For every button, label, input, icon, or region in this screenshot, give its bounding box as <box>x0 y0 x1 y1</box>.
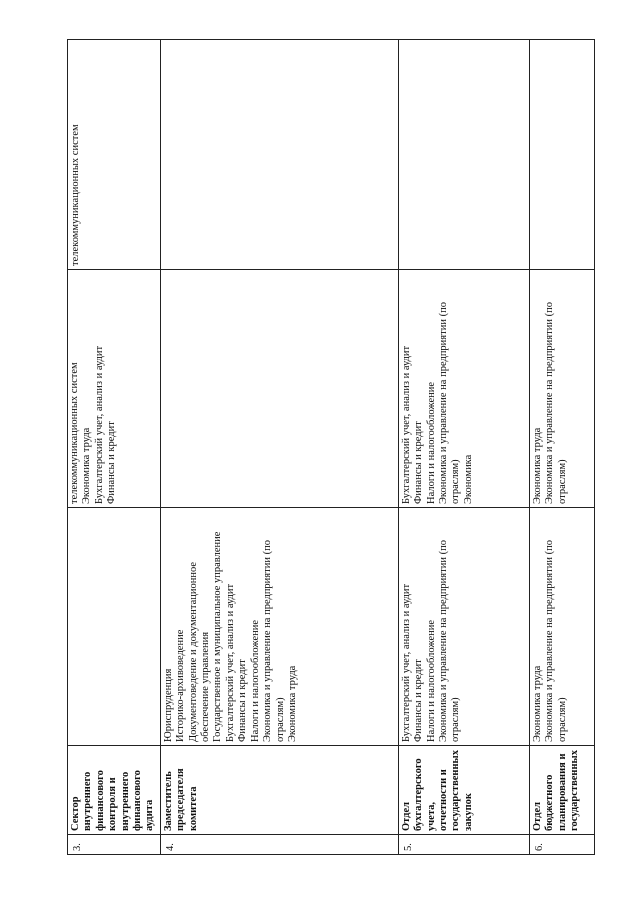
table-row <box>68 40 161 855</box>
specialty-line: Налоги и налогообложение <box>425 619 437 742</box>
specialty-line: Финансы и кредит <box>106 421 118 504</box>
specialty-line: Экономика труда <box>286 665 298 742</box>
specialties-cell <box>68 508 161 746</box>
specialties-cell <box>160 508 398 746</box>
specialties-cell <box>160 40 398 270</box>
specialty-line: Экономика и управление на предприятии (по отраслям) <box>544 540 568 742</box>
department-name: Отдел бухгалтерского учета, отчетности и государственных закупок <box>398 746 529 835</box>
specialties-table <box>67 39 595 855</box>
specialty-line: Налоги и налогообложение <box>249 619 261 742</box>
specialty-line: Экономика <box>462 454 474 504</box>
specialty-line: Бухгалтерский учет, анализ и аудит <box>224 583 236 742</box>
specialty-line: Юриспруденция <box>162 668 174 742</box>
specialty-line: Историко-архивоведение <box>175 629 187 742</box>
specialties-cell <box>398 270 529 508</box>
specialty-line: Экономика и управление на предприятии (по отраслям) <box>438 540 462 742</box>
specialty-line: Экономика труда <box>531 665 543 742</box>
table-row <box>160 40 398 855</box>
rotated-page <box>67 40 582 855</box>
specialty-line: телекоммуникационных систем <box>69 362 80 504</box>
row-number: 3. <box>68 835 161 855</box>
specialties-cell <box>529 40 594 270</box>
specialty-line: Экономика и управление на предприятии (по отраслям) <box>262 540 286 742</box>
row-number: 4. <box>160 835 398 855</box>
specialties-cell <box>398 508 529 746</box>
specialties-cell <box>68 270 161 508</box>
specialty-line: Экономика и управление на предприятии (по отраслям) <box>544 302 568 504</box>
specialty-line: Бухгалтерский учет, анализ и аудит <box>93 345 105 504</box>
table-row <box>398 40 529 855</box>
table-row <box>529 40 594 855</box>
specialties-cell <box>160 270 398 508</box>
specialty-line: Документоведение и документационное обеспечение управления <box>187 561 212 742</box>
specialty-line: Финансы и кредит <box>413 421 425 504</box>
specialty-line: Финансы и кредит <box>413 659 425 742</box>
specialties-cell <box>529 270 594 508</box>
department-name: Сектор внутреннего финансового контроля и внутреннего финансового аудита <box>68 746 161 835</box>
department-name: Отдел бюджетного планирования и государственных <box>529 746 594 835</box>
specialty-line: Экономика труда <box>531 427 543 504</box>
row-number: 5. <box>398 835 529 855</box>
specialties-cell <box>398 40 529 270</box>
specialty-line: Экономика труда <box>81 427 93 504</box>
specialties-cell <box>68 40 161 270</box>
specialty-line: Налоги и налогообложение <box>425 381 437 504</box>
department-name: Заместитель председателя комитета <box>160 746 398 835</box>
table-body <box>68 40 595 855</box>
specialties-cell <box>529 508 594 746</box>
specialty-line: Государственное и муниципальное управление <box>212 531 224 742</box>
specialty-line: Бухгалтерский учет, анализ и аудит <box>400 583 412 742</box>
specialty-line: Финансы и кредит <box>237 659 249 742</box>
row-number: 6. <box>529 835 594 855</box>
specialty-line: Экономика и управление на предприятии (по отраслям) <box>438 302 462 504</box>
specialty-line: Бухгалтерский учет, анализ и аудит <box>400 345 412 504</box>
specialty-line: телекоммуникационных систем <box>70 124 81 266</box>
